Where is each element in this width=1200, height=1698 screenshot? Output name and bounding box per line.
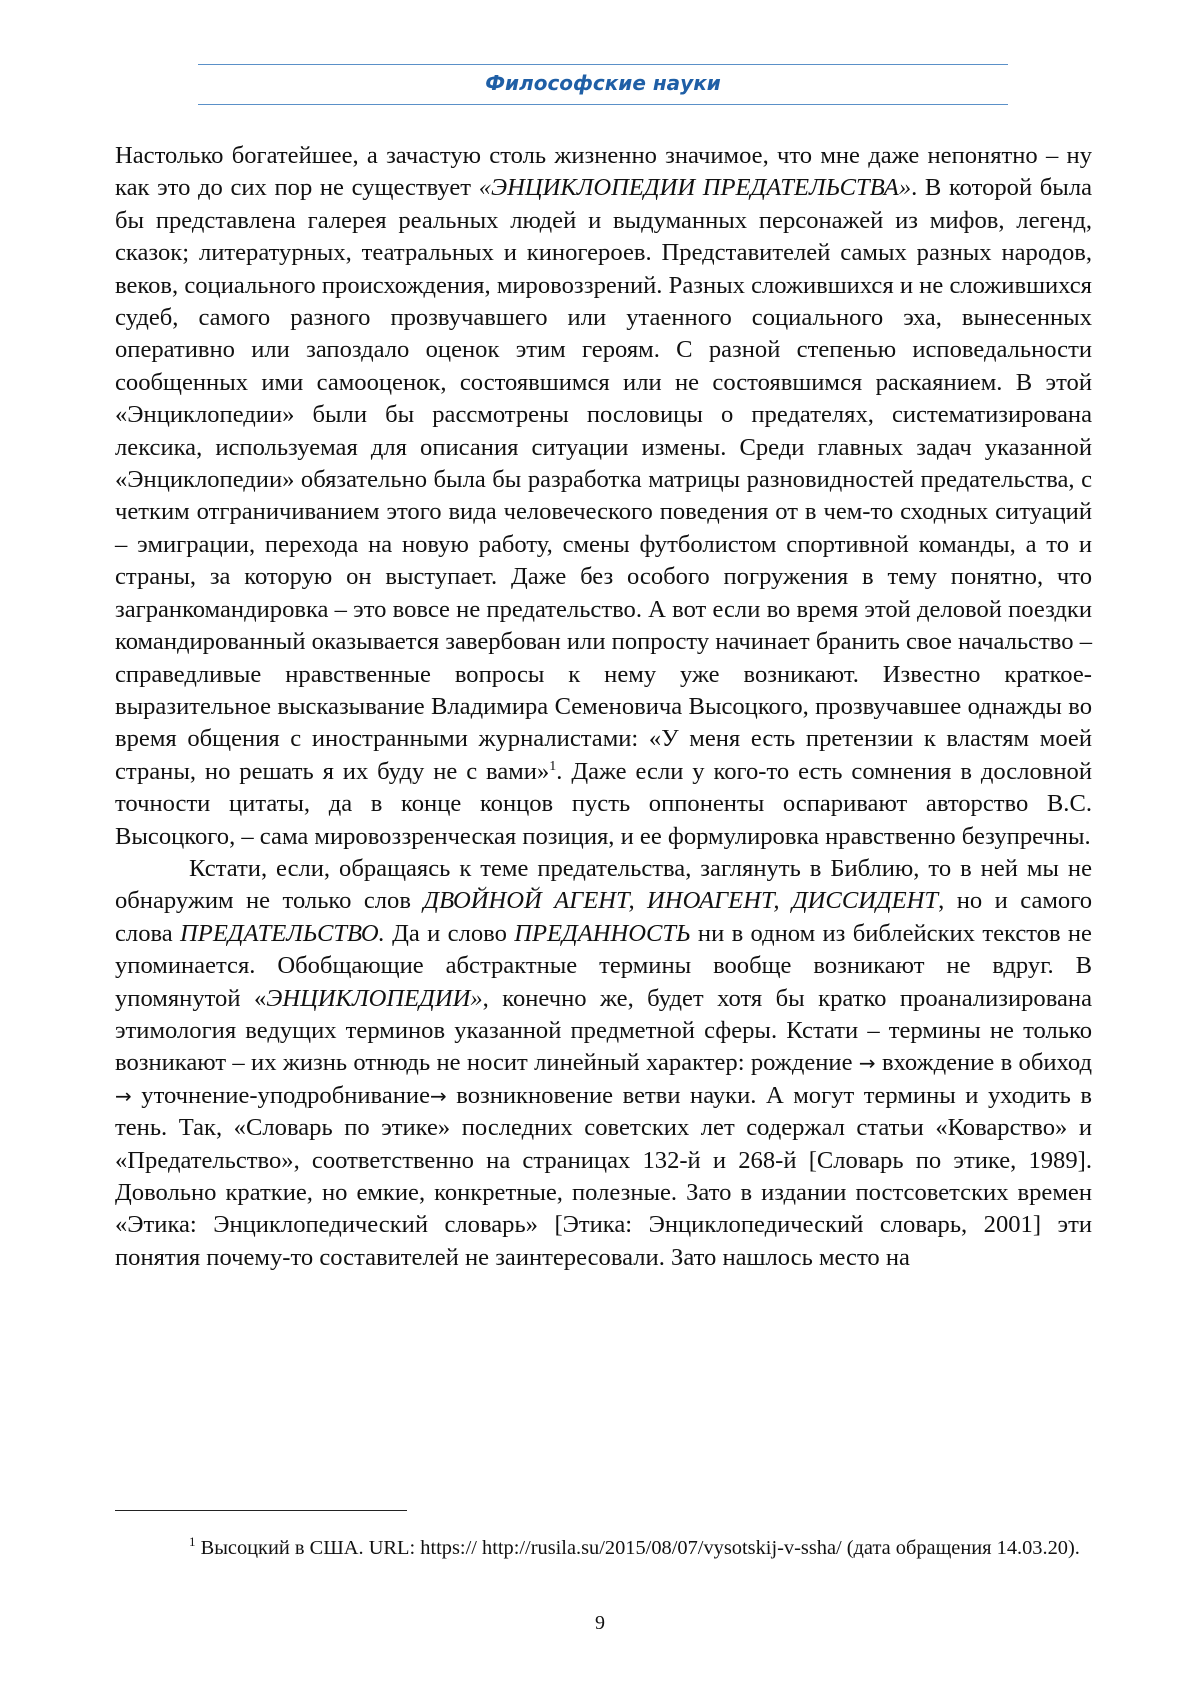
paragraph-2-text-8: возникновение ветви науки. А могут термины и уходить в тень. Так, «Словарь по этике» последних советских лет содержал статьи «Коварство» и «Предательство», соответственно на страницах 132-й и 268-й [Словарь по этике, 1989]. Довольно краткие, но емкие, конкретные, полезные. Зато в издании постсоветских времен «Этика: Энциклопедический словарь» [Этика: Энциклопедический словарь, 2001] эти понятия почему-то составителей не заинтересовали. Зато нашлось место на	[115, 1081, 1092, 1271]
header-title: Философские науки	[485, 71, 721, 95]
body-text	[115, 140, 1092, 1274]
paragraph-2-italic-4: ЭНЦИКЛОПЕДИИ»	[266, 984, 483, 1012]
footnote-reference[interactable]: 1	[549, 758, 557, 774]
paragraph-1-text-3: . Даже если у кого-то есть сомнения в дословной точности цитаты, да в конце концов пусть оппоненты оспаривают авторство В.С. Высоцкого, – сама мировоззренческая позиция, и ее формулировка нравственно безупречны.	[115, 757, 1092, 850]
footnote-separator	[115, 1510, 407, 1511]
header-top-rule	[198, 64, 1008, 65]
arrow-right-icon: →	[858, 1051, 876, 1076]
paragraph-1-text-2: . В которой была бы представлена галерея реальных людей и выдуманных персонажей из мифов, легенд, сказок; литературных, театральных и киногероев. Представителей самых разных народов, веков, социального происхождения, мировоззрений. Разных сложившихся и не сложившихся судеб, самого разного прозвучавшего или утаенного социального эха, вынесенных оперативно или запоздало оценок этим героям. С разной степенью исповедальности сообщенных ими самооценок, состоявшимся или не состоявшимся раскаянием. В этой «Энциклопедии» были бы рассмотрены пословицы о предателях, систематизирована лексика, используемая для описания ситуации измены. Среди главных задач указанной «Энциклопедии» обязательно была бы разработка матрицы разновидностей предательства, с четким отграничиванием этого вида человеческого поведения от в чем-то сходных ситуаций – эмиграции, перехода на новую работу, смены футболистом спортивной команды, а то и страны, за которую он выступает. Даже без особого погружения в тему понятно, что загранкомандировка – это вовсе не предательство. А вот если во время этой деловой поездки командированный оказывается завербован или попросту начинает бранить свое начальство – справедливые нравственные вопросы к нему уже возникают. Известно краткое-выразительное высказывание Владимира Семеновича Высоцкого, прозвучавшее однажды во время общения с иностранными журналистами: «У меня есть претензии к властям моей страны, но решать я их буду не с вами»	[115, 174, 1093, 785]
paragraph-2-text-4: ни в одном из библейских текстов не упоминается. Обобщающие абстрактные термины вообще возникают не вдруг. В упомянутой «	[115, 919, 1092, 1012]
paragraph-2-text-2: , но и самого слова	[115, 887, 1092, 947]
paragraph-2-text-7: уточнение-уподробнивание	[131, 1081, 430, 1109]
paragraph-1	[115, 140, 1092, 853]
footnote-number: 1	[189, 1534, 196, 1550]
footnote-text: Высоцкий в США. URL: https:// http://rusila.su/2015/08/07/vysotskij-v-ssha/ (дата обращения 14.03.20).	[195, 1537, 1080, 1559]
paragraph-2-text-5: , конечно же, будет хотя бы кратко проанализирована этимология ведущих терминов указанной предметной сферы. Кстати – термины не только возникают – их жизнь отнюдь не носит линейный характер: рождение	[115, 984, 1093, 1077]
paragraph-2-text-3: Да и слово	[384, 919, 515, 947]
arrow-right-icon: →	[429, 1083, 447, 1108]
paragraph-2-italic-1: ДВОЙНОЙ АГЕНТ, ИНОАГЕНТ, ДИССИДЕНТ	[423, 887, 939, 915]
arrow-right-icon: →	[115, 1083, 132, 1108]
paragraph-2-italic-2: ПРЕДАТЕЛЬСТВО.	[180, 919, 385, 947]
header-bottom-rule	[198, 104, 1008, 105]
paragraph-2-italic-3: ПРЕДАННОСТЬ	[514, 919, 691, 947]
paragraph-2-text-6: вхождение в обиход	[875, 1049, 1092, 1077]
paragraph-2	[115, 853, 1092, 1274]
paragraph-2-text-1: Кстати, если, обращаясь к теме предательства, заглянуть в Библию, то в ней мы не обнаружим не только слов	[115, 854, 1092, 915]
running-header	[198, 64, 1008, 104]
paragraph-1-text-1: Настолько богатейшее, а зачастую столь жизненно значимое, что мне даже непонятно – ну как это до сих пор не существует	[115, 142, 1092, 202]
page-number: 9	[595, 1612, 605, 1634]
paragraph-1-italic-1: «ЭНЦИКЛОПЕДИИ ПРЕДАТЕЛЬСТВА»	[478, 174, 912, 202]
footnote	[115, 1534, 1092, 1563]
